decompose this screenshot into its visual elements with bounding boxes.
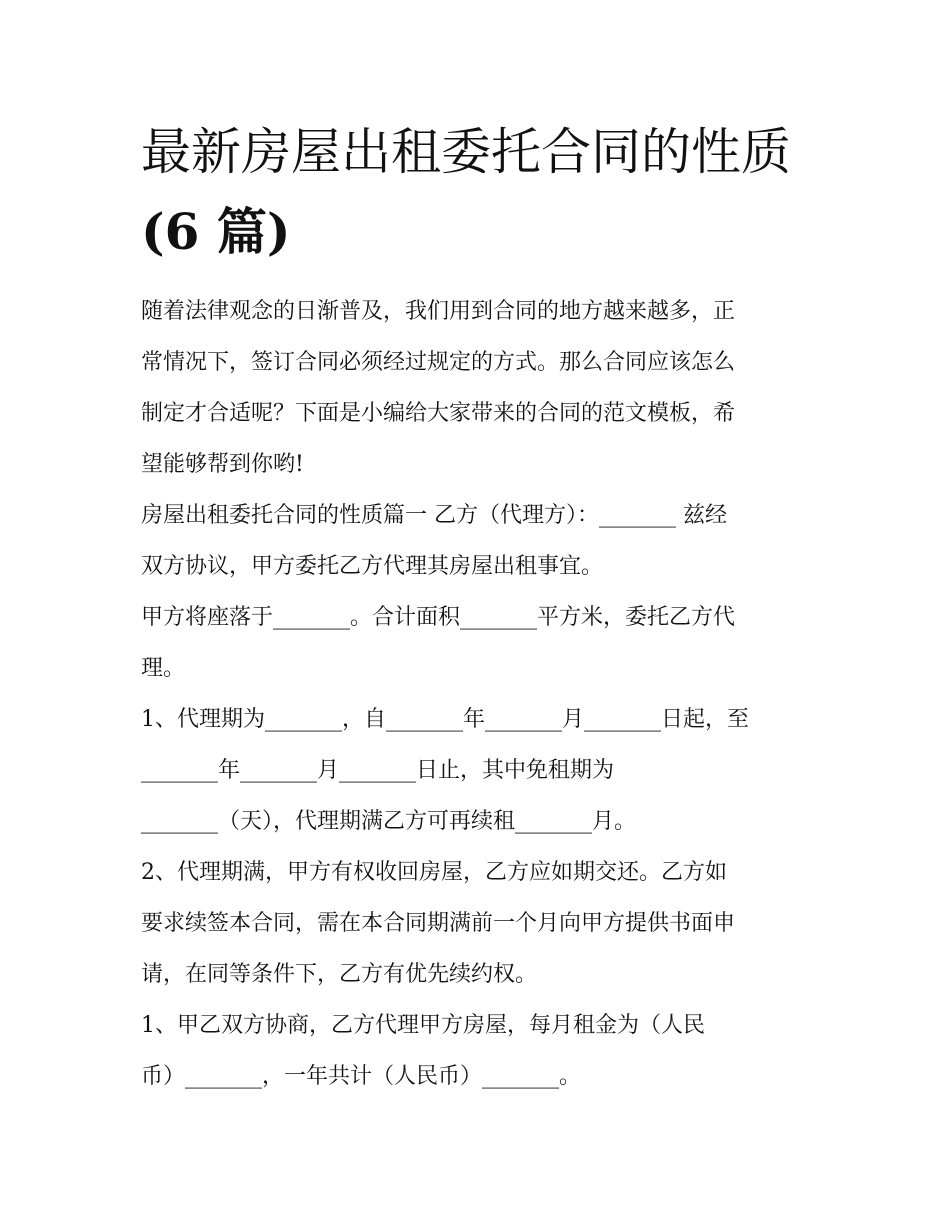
- text-line: 双方协议，甲方委托乙方代理其房屋出租事宜。: [141, 554, 604, 579]
- text-line: 望能够帮到你哟!: [141, 452, 304, 477]
- title-line-2: (6 篇): [141, 202, 291, 261]
- term-paragraph: [141, 694, 821, 847]
- text-line: 常情况下，签订合同必须经过规定的方式。那么合同应该怎么: [141, 350, 736, 375]
- text-line: 制定才合适呢？下面是小编给大家带来的合同的范文模板，希: [141, 401, 736, 426]
- text-line: _______（天），代理期满乙方可再续租_______月。: [141, 809, 637, 834]
- text-line: 房屋出租委托合同的性质篇一 乙方（代理方）：_______ 兹经: [141, 503, 727, 528]
- rent-paragraph: [141, 1000, 821, 1102]
- renewal-paragraph: [141, 847, 821, 1000]
- text-line: 2、代理期满，甲方有权收回房屋，乙方应如期交还。乙方如: [141, 860, 727, 885]
- section-paragraph: [141, 490, 821, 592]
- text-line: _______年_______月_______日止，其中免租期为: [141, 758, 615, 783]
- location-paragraph: [141, 592, 821, 694]
- title-line-1: 最新房屋出租委托合同的性质: [141, 123, 791, 181]
- text-line: 要求续签本合同，需在本合同期满前一个月向甲方提供书面申: [141, 911, 736, 936]
- text-line: 理。: [141, 656, 186, 681]
- intro-paragraph: [141, 286, 821, 490]
- text-line: 请，在同等条件下，乙方有优先续约权。: [141, 962, 538, 987]
- text-line: 甲方将座落于_______。合计面积_______平方米，委托乙方代: [141, 605, 736, 630]
- text-line: 随着法律观念的日渐普及，我们用到合同的地方越来越多，正: [141, 299, 736, 324]
- document-body: [141, 112, 821, 1102]
- text-line: 1、代理期为_______，自_______年_______月_______日起，至: [141, 707, 749, 732]
- text-line: 币）_______，一年共计（人民币）_______。: [141, 1064, 582, 1089]
- document-title: [141, 112, 821, 272]
- text-line: 1、甲乙双方协商，乙方代理甲方房屋，每月租金为（人民: [141, 1013, 705, 1038]
